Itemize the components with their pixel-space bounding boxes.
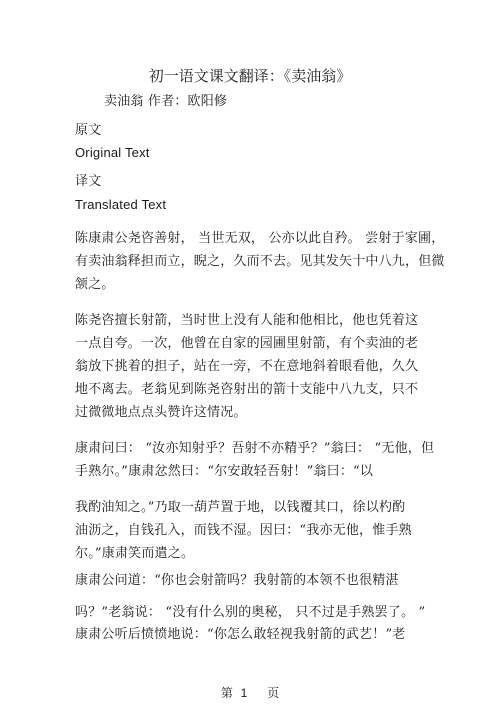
section-heading-translation-zh: 译文 [75, 174, 102, 189]
paragraph-line: 有卖油翁释担而立，睨之，久而不去。见其发矢十中八九，但微 [75, 254, 445, 269]
footer-prefix: 第 [220, 686, 233, 700]
footer-suffix: 页 [267, 686, 280, 700]
paragraph-line: 陈康肃公尧咨善射， 当世无双， 公亦以此自矜。 尝射于家圃， [75, 231, 445, 246]
paragraph-line: 油沥之，自钱孔入，而钱不湿。因曰：“我亦无他，惟手熟 [75, 523, 412, 538]
paragraph-line: 一点自夸。一次，他曾在自家的园圃里射箭，有个卖油的老 [75, 336, 419, 351]
paragraph-line: 康肃公听后愤愤地说：“你怎么敢轻视我射箭的武艺！”老 [75, 627, 406, 642]
paragraph-line: 我酌油知之。”乃取一葫芦置于地，以钱覆其口，徐以杓酌 [75, 500, 406, 515]
paragraph-line: 地不离去。老翁见到陈尧咨射出的箭十支能中八九支，只不 [75, 382, 419, 397]
paragraph-line: 吗？”老翁说： “没有什么别的奥秘， 只不过是手熟罢了。 ” [75, 605, 426, 620]
byline: 卖油翁 作者：欧阳修 [104, 94, 228, 109]
section-heading-original-zh: 原文 [75, 123, 102, 138]
section-heading-translation-en: Translated Text [75, 197, 167, 212]
paragraph-line: 过微微地点点头赞许这情况。 [75, 405, 247, 420]
page-footer [0, 684, 500, 701]
page-number: 1 [240, 686, 248, 700]
paragraph-line: 尔。”康肃笑而遣之。 [75, 546, 195, 561]
paragraph-line: 康肃公问道：“你也会射箭吗？我射箭的本领不也很精湛 [75, 573, 399, 588]
paragraph-line: 翁放下挑着的担子，站在一旁，不在意地斜着眼看他，久久 [75, 359, 419, 374]
paragraph-line: 手熟尔。”康肃忿然曰：“尔安敢轻吾射！”翁曰：“以 [75, 464, 374, 479]
paragraph-line: 颔之。 [75, 277, 115, 292]
section-heading-original-en: Original Text [75, 145, 150, 160]
document-title: 初一语文课文翻译：《卖油翁》 [148, 67, 352, 85]
paragraph-line: 康肃问曰： “汝亦知射乎？吾射不亦精乎？”翁曰： “无他，但 [75, 441, 435, 456]
paragraph-line: 陈尧咨擅长射箭，当时世上没有人能和他相比，他也凭着这 [75, 313, 419, 328]
